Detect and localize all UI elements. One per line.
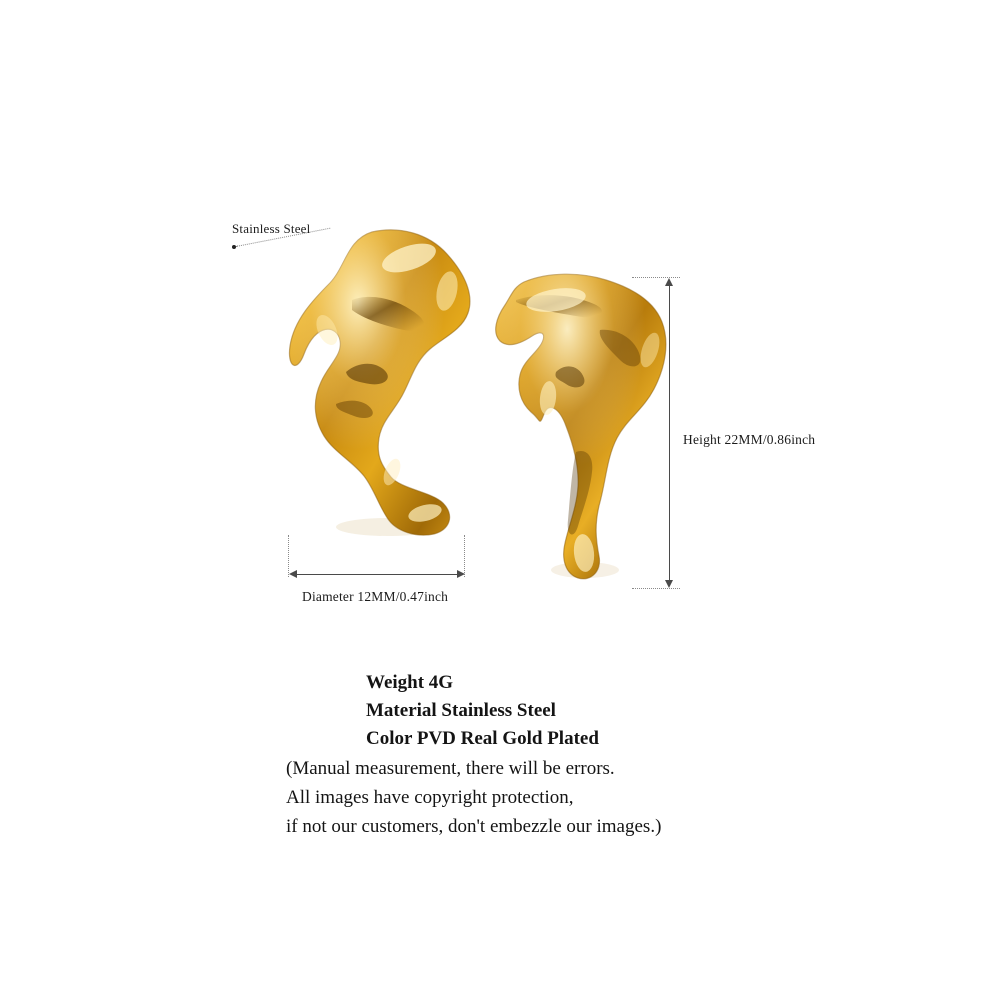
height-guide-bottom	[632, 588, 680, 589]
spec-note-line-1: (Manual measurement, there will be errors.	[286, 758, 615, 779]
right-earring-drip	[496, 274, 666, 579]
diameter-arrow-right-icon	[457, 570, 465, 578]
spec-weight: Weight 4G	[366, 672, 454, 693]
spec-note-line-2: All images have copyright protection,	[286, 787, 574, 808]
left-earring-drip	[289, 230, 470, 536]
material-callout-label: Stainless Steel	[232, 221, 311, 236]
diameter-dimension-line	[296, 574, 458, 575]
spec-color: Color PVD Real Gold Plated	[366, 728, 599, 749]
diameter-arrow-left-icon	[289, 570, 297, 578]
height-arrow-up-icon	[665, 278, 673, 286]
height-dimension-line	[669, 285, 670, 581]
height-label: Height 22MM/0.86inch	[683, 432, 816, 447]
spec-note-line-3: if not our customers, don't embezzle our images.)	[286, 816, 662, 837]
height-arrow-down-icon	[665, 580, 673, 588]
diameter-label: Diameter 12MM/0.47inch	[302, 589, 449, 604]
spec-material: Material Stainless Steel	[366, 700, 556, 721]
